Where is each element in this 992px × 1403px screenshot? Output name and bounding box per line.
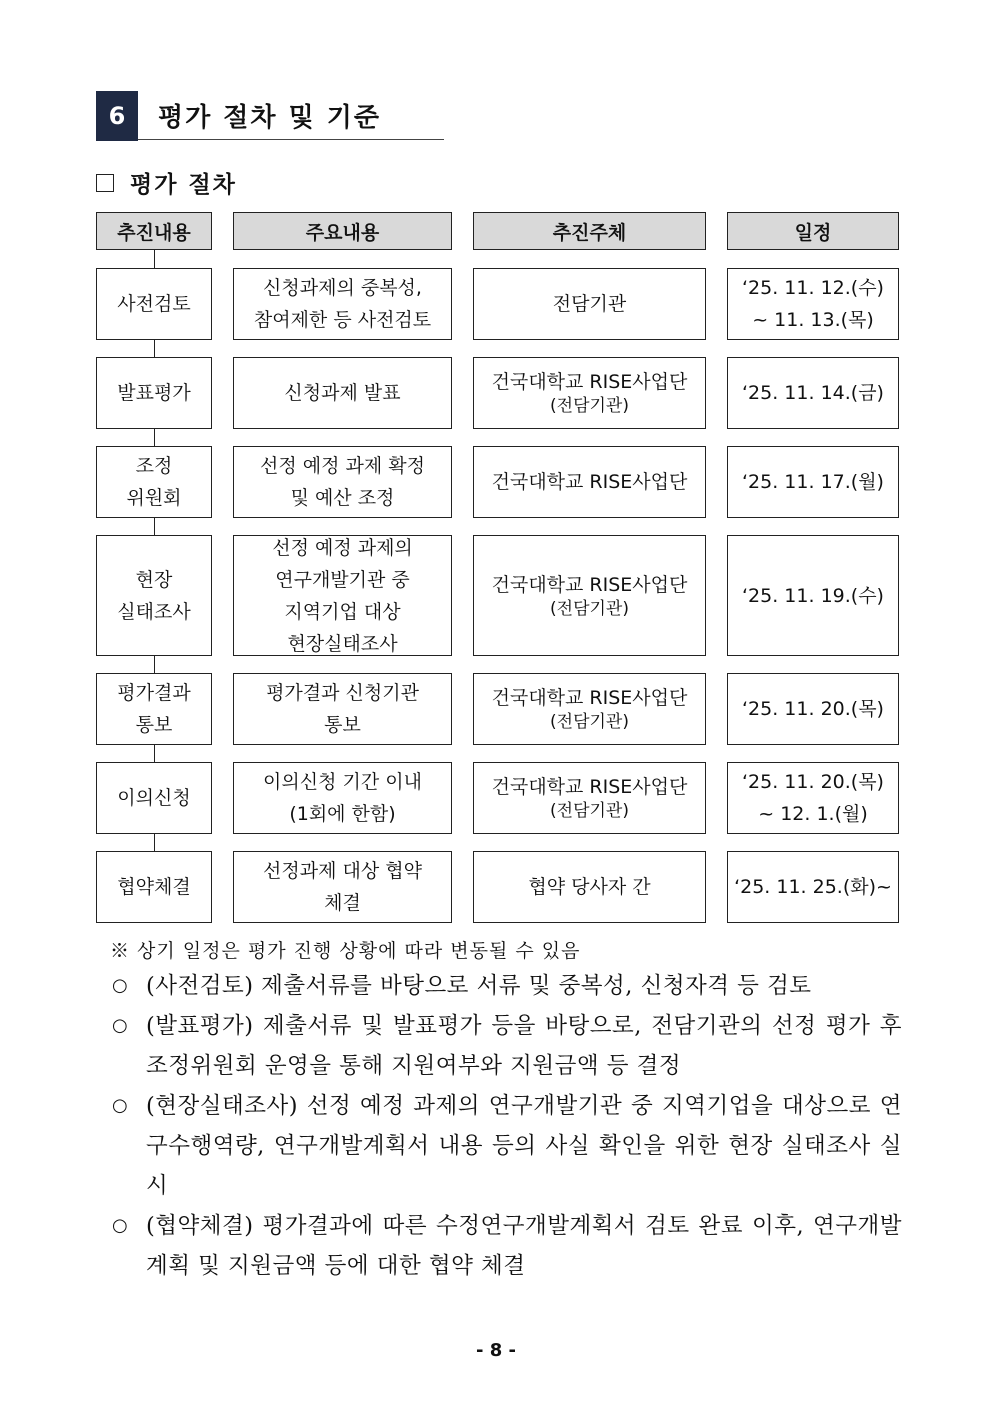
cell-text-line: 통보 — [135, 714, 173, 736]
step-cell — [96, 535, 212, 656]
bullet-text: (발표평가) 제출서류 및 발표평가 등을 바탕으로, 전담기관의 선정 평가 후 조정위원회 운영을 통해 지원여부와 지원금액 등 결정 — [146, 1013, 902, 1079]
cell-subtext: (전담기관) — [550, 396, 629, 416]
cell-text-line: 실태조사 — [117, 600, 191, 623]
cell-text-line: 건국대학교 RISE사업단 — [491, 471, 688, 493]
actor-cell — [473, 268, 706, 340]
step-connector-line — [154, 834, 155, 851]
cell-text-line: 조정 — [135, 455, 173, 477]
actor-cell — [473, 762, 706, 834]
cell-text-line: ~ 12. 1.(월) — [758, 803, 868, 825]
step-cell — [96, 851, 212, 923]
cell-text-line: 현장실태조사 — [287, 632, 398, 655]
bullet-circle-icon: ○ — [112, 1095, 128, 1116]
subheading — [96, 166, 237, 199]
bullet-text: (사전검토) 제출서류를 바탕으로 서류 및 중복성, 신청자격 등 검토 — [146, 973, 812, 999]
cell-text-line: 사전검토 — [117, 293, 191, 315]
cell-text-line: 선정 예정 과제의 — [272, 536, 413, 559]
bullet-circle-icon: ○ — [112, 1215, 128, 1236]
step-connector-line — [154, 656, 155, 673]
section-number-badge: 6 — [96, 91, 138, 141]
cell-text-line: 협약체결 — [117, 876, 191, 898]
cell-text-line: 참여제한 등 사전검토 — [253, 309, 432, 331]
step-cell — [96, 446, 212, 518]
cell-text-line: ~ 11. 13.(목) — [752, 309, 874, 331]
step-connector-line — [154, 429, 155, 446]
cell-text-line: 위원회 — [126, 487, 182, 509]
step-connector-line — [154, 518, 155, 535]
step-cell — [96, 357, 212, 429]
step-cell — [96, 268, 212, 340]
schedule-cell — [727, 446, 899, 518]
cell-text-line: 신청과제의 중복성, — [263, 277, 422, 299]
cell-text-line: 협약 당사자 간 — [528, 876, 651, 898]
content-cell — [233, 268, 452, 340]
cell-text-line: 체결 — [324, 892, 361, 914]
actor-cell — [473, 446, 706, 518]
table-header-step: 추진내용 — [96, 212, 212, 250]
cell-text-line: 연구개발기관 중 — [275, 568, 410, 591]
table-header-actor: 추진주체 — [473, 212, 706, 250]
page-number: - 8 - — [476, 1340, 516, 1361]
cell-text-line: 신청과제 발표 — [284, 382, 401, 404]
cell-text-line: ‘25. 11. 14.(금) — [742, 382, 884, 404]
cell-text-line: 전담기관 — [552, 293, 627, 315]
cell-text-line: 이의신청 — [117, 787, 191, 809]
schedule-note: ※ 상기 일정은 평가 진행 상황에 따라 변동될 수 있음 — [110, 940, 581, 962]
cell-text-line: 통보 — [324, 714, 361, 736]
schedule-cell — [727, 851, 899, 923]
cell-text-line: ‘25. 11. 20.(목) — [742, 771, 884, 793]
content-cell — [233, 762, 452, 834]
bullet-circle-icon: ○ — [112, 1015, 128, 1036]
actor-cell — [473, 357, 706, 429]
cell-text-line: ‘25. 11. 17.(월) — [742, 471, 884, 493]
section-title-underline — [138, 139, 444, 140]
actor-cell — [473, 851, 706, 923]
subheading-text: 평가 절차 — [130, 172, 237, 198]
checkbox-square-icon — [96, 174, 114, 192]
cell-text-line: ‘25. 11. 12.(수) — [742, 277, 884, 299]
schedule-cell — [727, 357, 899, 429]
cell-text-line: 지역기업 대상 — [284, 600, 401, 623]
schedule-cell — [727, 762, 899, 834]
cell-subtext: (전담기관) — [550, 598, 629, 619]
schedule-cell — [727, 535, 899, 656]
cell-text-line: 평가결과 — [117, 682, 191, 704]
content-cell — [233, 446, 452, 518]
table-header-schedule: 일정 — [727, 212, 899, 250]
step-cell — [96, 762, 212, 834]
bullet-item — [112, 966, 902, 1006]
bullet-text: (현장실태조사) 선정 예정 과제의 연구개발기관 중 지역기업을 대상으로 연구수행역량, 연구개발계획서 내용 등의 사실 확인을 위한 현장 실태조사 실시 — [146, 1093, 902, 1199]
cell-text-line: 평가결과 신청기관 — [266, 682, 419, 704]
actor-cell — [473, 673, 706, 745]
content-cell — [233, 357, 452, 429]
schedule-cell — [727, 673, 899, 745]
cell-text-line: 건국대학교 RISE사업단 — [491, 687, 688, 709]
step-connector-line — [154, 340, 155, 357]
actor-cell — [473, 535, 706, 656]
table-header-content: 주요내용 — [233, 212, 452, 250]
bullet-circle-icon: ○ — [112, 975, 128, 996]
bullet-item — [112, 1206, 902, 1286]
cell-text-line: 발표평가 — [117, 382, 191, 404]
cell-text-line: 이의신청 기간 이내 — [263, 771, 422, 793]
cell-subtext: (전담기관) — [550, 801, 629, 821]
cell-text-line: 건국대학교 RISE사업단 — [491, 573, 688, 596]
content-cell — [233, 673, 452, 745]
cell-text-line: (1회에 한함) — [289, 803, 396, 825]
section-title: 평가 절차 및 기준 — [158, 103, 381, 133]
cell-text-line: 현장 — [135, 568, 173, 591]
cell-text-line: ‘25. 11. 19.(수) — [742, 584, 884, 607]
bullet-text: (협약체결) 평가결과에 따른 수정연구개발계획서 검토 완료 이후, 연구개발계획 및 지원금액 등에 대한 협약 체결 — [146, 1213, 902, 1279]
schedule-cell — [727, 268, 899, 340]
cell-text-line: ‘25. 11. 20.(목) — [742, 698, 884, 720]
cell-text-line: 선정과제 대상 협약 — [263, 860, 422, 882]
cell-text-line: 및 예산 조정 — [290, 487, 395, 509]
step-connector-line — [154, 745, 155, 762]
cell-text-line: 선정 예정 과제 확정 — [260, 455, 425, 477]
cell-text-line: 건국대학교 RISE사업단 — [491, 371, 688, 393]
step-cell — [96, 673, 212, 745]
content-cell — [233, 851, 452, 923]
bullet-item — [112, 1086, 902, 1206]
content-cell — [233, 535, 452, 656]
step-connector-line — [154, 250, 155, 268]
cell-subtext: (전담기관) — [550, 712, 629, 732]
bullet-item — [112, 1006, 902, 1086]
cell-text-line: 건국대학교 RISE사업단 — [491, 776, 688, 798]
cell-text-line: ‘25. 11. 25.(화)~ — [734, 876, 892, 898]
